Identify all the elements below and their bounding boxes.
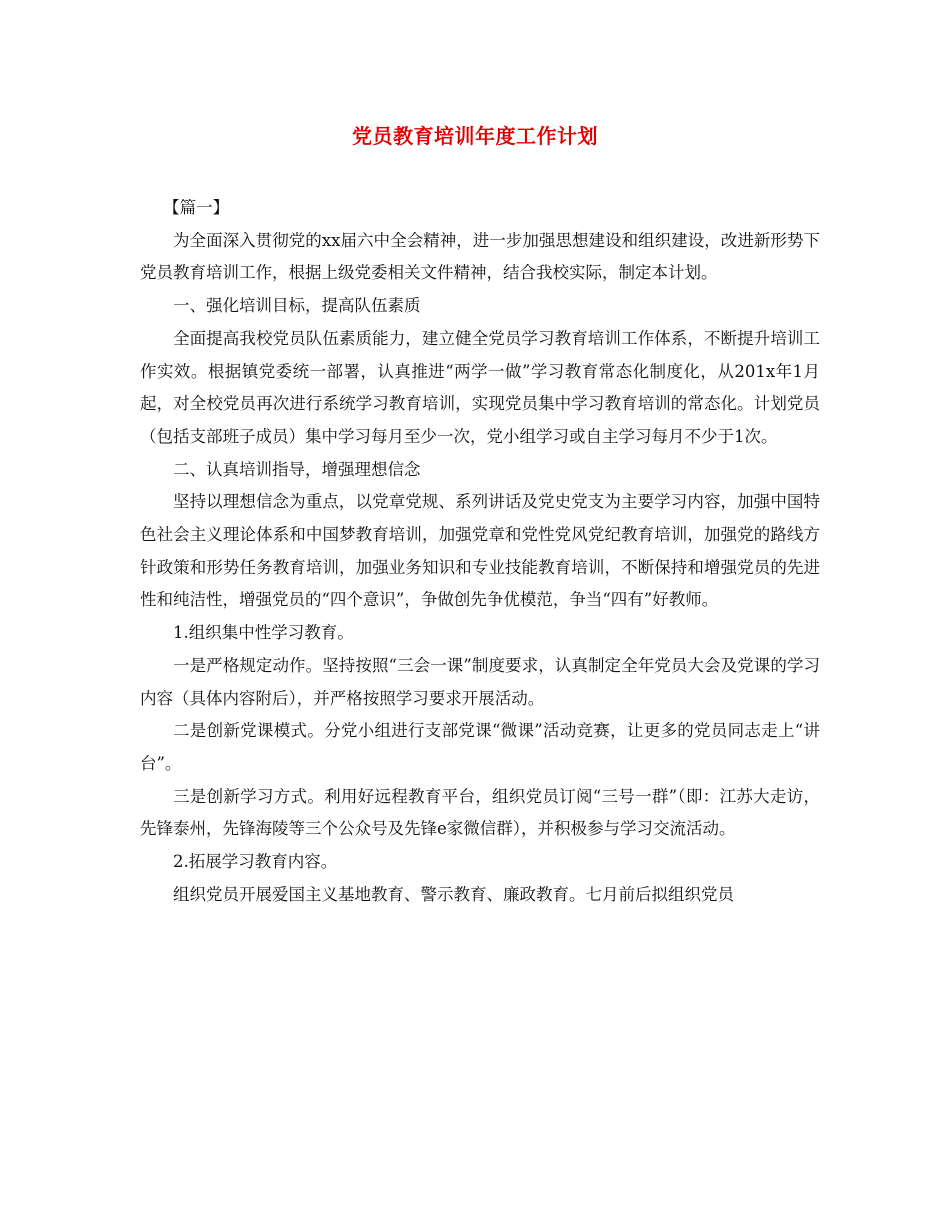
paragraph-section-2: 坚持以理想信念为重点，以党章党规、系列讲话及党史党支为主要学习内容，加强中国特色社会主义理论体系和中国梦教育培训，加强党章和党性党风党纪教育培训，加强党的路线方针政策和形势任务教育培训，加强业务知识和专业技能教育培训，不断保持和增强党员的先进性和纯洁性，增强党员的“四个意识”，争做创先争优模范，争当“四有”好教师。 (140, 492, 820, 610)
section-label: 【篇一】 (163, 198, 230, 217)
paragraph-item-1b: 二是创新党课模式。分党小组进行支部党课“微课”活动竞赛，让更多的党员同志走上“讲台”。 (140, 721, 820, 773)
paragraph-item-2: 组织党员开展爱国主义基地教育、警示教育、廉政教育。七月前后拟组织党员 (173, 884, 734, 904)
paragraph-intro: 为全面深入贯彻党的xx届六中全会精神，进一步加强思想建设和组织建设，改进新形势下党员教育培训工作，根据上级党委相关文件精神，结合我校实际，制定本计划。 (140, 230, 820, 283)
paragraph-item-1c: 三是创新学习方式。利用好远程教育平台，组织党员订阅“三号一群”（即：江苏大走访，先锋泰州，先锋海陵等三个公众号及先锋e家微信群），并积极参与学习交流活动。 (140, 786, 820, 839)
subheading-item-1: 1.组织集中性学习教育。 (173, 623, 354, 643)
heading-section-1: 一、强化培训目标，提高队伍素质 (173, 296, 421, 316)
heading-section-2: 二、认真培训指导，增强理想信念 (173, 459, 421, 479)
paragraph-section-1: 全面提高我校党员队伍素质能力，建立健全党员学习教育培训工作体系，不断提升培训工作实效。根据镇党委统一部署，认真推进“两学一做”学习教育常态化制度化，从201x年1月起，对全校党员再次进行系统学习教育培训，实现党员集中学习教育培训的常态化。计划党员（包括支部班子成员）集中学习每月至少一次，党小组学习或自主学习每月不少于1次。 (140, 328, 820, 446)
document-title: 党员教育培训年度工作计划 (352, 124, 598, 148)
paragraph-item-1a: 一是严格规定动作。坚持按照“三会一课”制度要求，认真制定全年党员大会及党课的学习内容（具体内容附后），并严格按照学习要求开展活动。 (140, 655, 820, 708)
document-body (140, 192, 820, 911)
subheading-item-2: 2.拓展学习教育内容。 (173, 852, 338, 872)
